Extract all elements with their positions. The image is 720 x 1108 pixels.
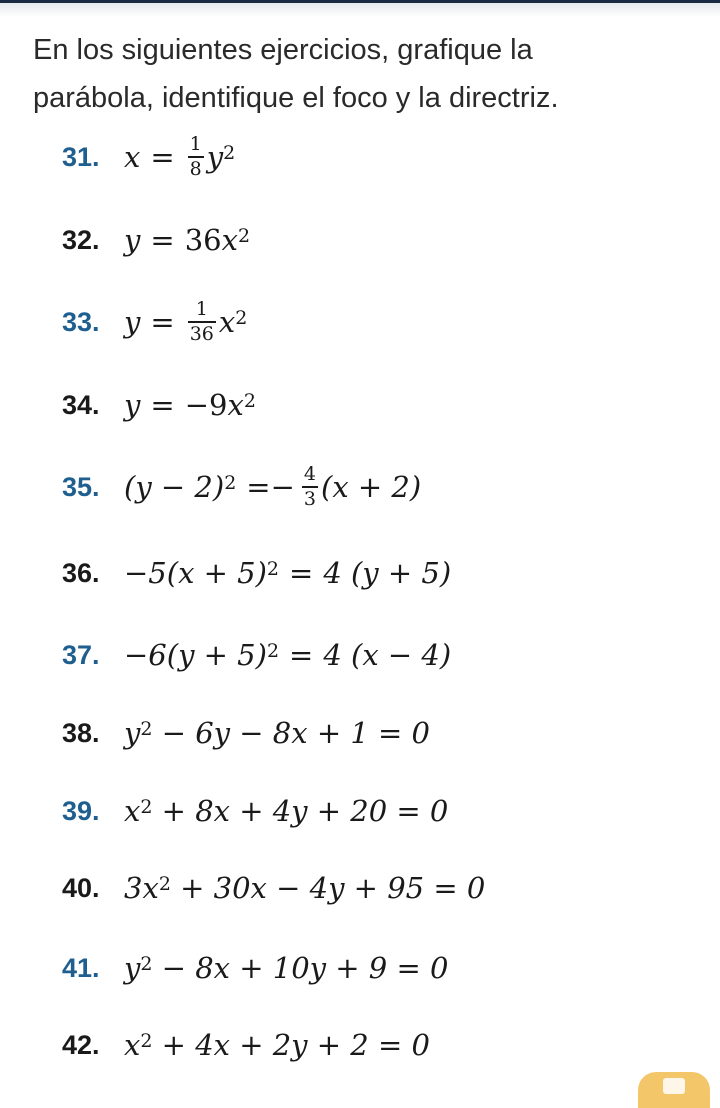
eq-rhs: 4 (y + 5) bbox=[323, 556, 452, 590]
exercise-number: 37. bbox=[62, 639, 100, 670]
exercise-40 bbox=[62, 858, 485, 918]
equation bbox=[124, 388, 256, 422]
eq-rest: + 8x + 4y + 20 = 0 bbox=[152, 794, 449, 828]
equation bbox=[124, 556, 451, 590]
eq-relation: = bbox=[289, 556, 314, 590]
eq-exponent: 2 bbox=[237, 225, 251, 247]
equation bbox=[124, 299, 247, 345]
exercise-number: 34. bbox=[62, 389, 100, 420]
exercise-number: 36. bbox=[62, 557, 100, 588]
exercise-number: 40. bbox=[62, 872, 100, 903]
exercise-number: 38. bbox=[62, 717, 100, 748]
eq-lhs: −6(y + 5) bbox=[124, 638, 267, 672]
eq-lhs: y bbox=[124, 223, 141, 257]
eq-term: x bbox=[124, 1028, 141, 1062]
exercise-41 bbox=[62, 938, 448, 998]
eq-exponent: 2 bbox=[223, 142, 236, 164]
floating-action-icon[interactable] bbox=[638, 1072, 710, 1108]
eq-rest: + 4x + 2y + 2 = 0 bbox=[152, 1028, 430, 1062]
clipboard-icon bbox=[663, 1078, 685, 1094]
equation bbox=[124, 464, 421, 510]
equation bbox=[124, 134, 235, 180]
eq-lhs: (y − 2) bbox=[124, 470, 225, 504]
eq-rest: − 6y − 8x + 1 = 0 bbox=[152, 716, 430, 750]
equation bbox=[124, 1028, 430, 1062]
fraction bbox=[188, 299, 216, 345]
eq-rhs: 4 (x − 4) bbox=[323, 638, 452, 672]
exercise-39 bbox=[62, 781, 448, 841]
fraction-denominator: 3 bbox=[303, 487, 316, 510]
exercise-35 bbox=[62, 457, 421, 517]
instructions-text bbox=[33, 26, 693, 122]
equation bbox=[124, 794, 448, 828]
exercise-number: 31. bbox=[62, 141, 100, 172]
eq-coefficient: 36 bbox=[184, 223, 222, 257]
eq-relation: = bbox=[150, 223, 175, 257]
eq-exponent: 2 bbox=[266, 640, 280, 662]
eq-exponent: 2 bbox=[140, 953, 153, 975]
eq-lhs: y bbox=[124, 388, 141, 422]
eq-exponent: 2 bbox=[140, 796, 153, 818]
eq-exponent: 2 bbox=[158, 873, 171, 895]
exercise-31 bbox=[62, 127, 235, 187]
exercise-number: 35. bbox=[62, 471, 100, 502]
top-shadow bbox=[0, 3, 720, 17]
equation bbox=[124, 638, 451, 672]
fraction-denominator: 36 bbox=[189, 322, 214, 345]
exercise-38 bbox=[62, 703, 430, 763]
fraction bbox=[188, 134, 204, 180]
equation bbox=[124, 716, 430, 750]
fraction-denominator: 8 bbox=[189, 157, 202, 180]
exercise-number: 32. bbox=[62, 224, 100, 255]
eq-exponent: 2 bbox=[266, 558, 280, 580]
eq-lhs: x bbox=[124, 140, 141, 174]
eq-lhs: y bbox=[124, 305, 141, 339]
eq-rest: − 8x + 10y + 9 = 0 bbox=[152, 951, 449, 985]
fraction-numerator: 1 bbox=[195, 298, 208, 321]
eq-term: y bbox=[124, 951, 141, 985]
eq-relation: = bbox=[150, 140, 175, 174]
eq-term: x bbox=[124, 794, 141, 828]
equation bbox=[124, 871, 485, 905]
instructions-line-1: En los siguientes ejercicios, grafique la bbox=[33, 34, 533, 66]
eq-relation: = bbox=[289, 638, 314, 672]
exercise-number: 33. bbox=[62, 306, 100, 337]
instructions-line-2: parábola, identifique el foco y la directriz. bbox=[33, 82, 559, 114]
equation bbox=[124, 951, 448, 985]
exercise-34 bbox=[62, 375, 256, 435]
exercise-33 bbox=[62, 292, 247, 352]
eq-exponent: 2 bbox=[235, 307, 248, 329]
exercise-37 bbox=[62, 625, 451, 685]
eq-coefficient: −9 bbox=[184, 388, 228, 422]
equation bbox=[124, 223, 250, 257]
eq-lhs: −5(x + 5) bbox=[124, 556, 267, 590]
fraction-numerator: 4 bbox=[303, 463, 316, 486]
fraction-numerator: 1 bbox=[189, 133, 202, 156]
exercise-36 bbox=[62, 543, 451, 603]
eq-relation: = bbox=[150, 305, 175, 339]
fraction bbox=[302, 464, 318, 510]
eq-exponent: 2 bbox=[140, 1030, 153, 1052]
exercise-number: 39. bbox=[62, 795, 100, 826]
eq-exponent: 2 bbox=[224, 472, 237, 494]
eq-exponent: 2 bbox=[140, 718, 153, 740]
eq-relation: = bbox=[150, 388, 175, 422]
exercise-number: 41. bbox=[62, 952, 100, 983]
exercise-42 bbox=[62, 1015, 430, 1075]
eq-variable: x bbox=[221, 223, 238, 257]
eq-term: 3x bbox=[124, 871, 159, 905]
eq-term: y bbox=[124, 716, 141, 750]
exercise-number: 42. bbox=[62, 1029, 100, 1060]
eq-exponent: 2 bbox=[243, 390, 256, 412]
eq-rest: + 30x − 4y + 95 = 0 bbox=[170, 871, 486, 905]
eq-variable: x bbox=[218, 305, 236, 339]
exercise-32 bbox=[62, 210, 250, 270]
eq-rhs: (x + 2) bbox=[321, 470, 422, 504]
eq-variable: x bbox=[227, 388, 244, 422]
eq-relation: =− bbox=[246, 470, 295, 504]
eq-variable: y bbox=[206, 140, 224, 174]
